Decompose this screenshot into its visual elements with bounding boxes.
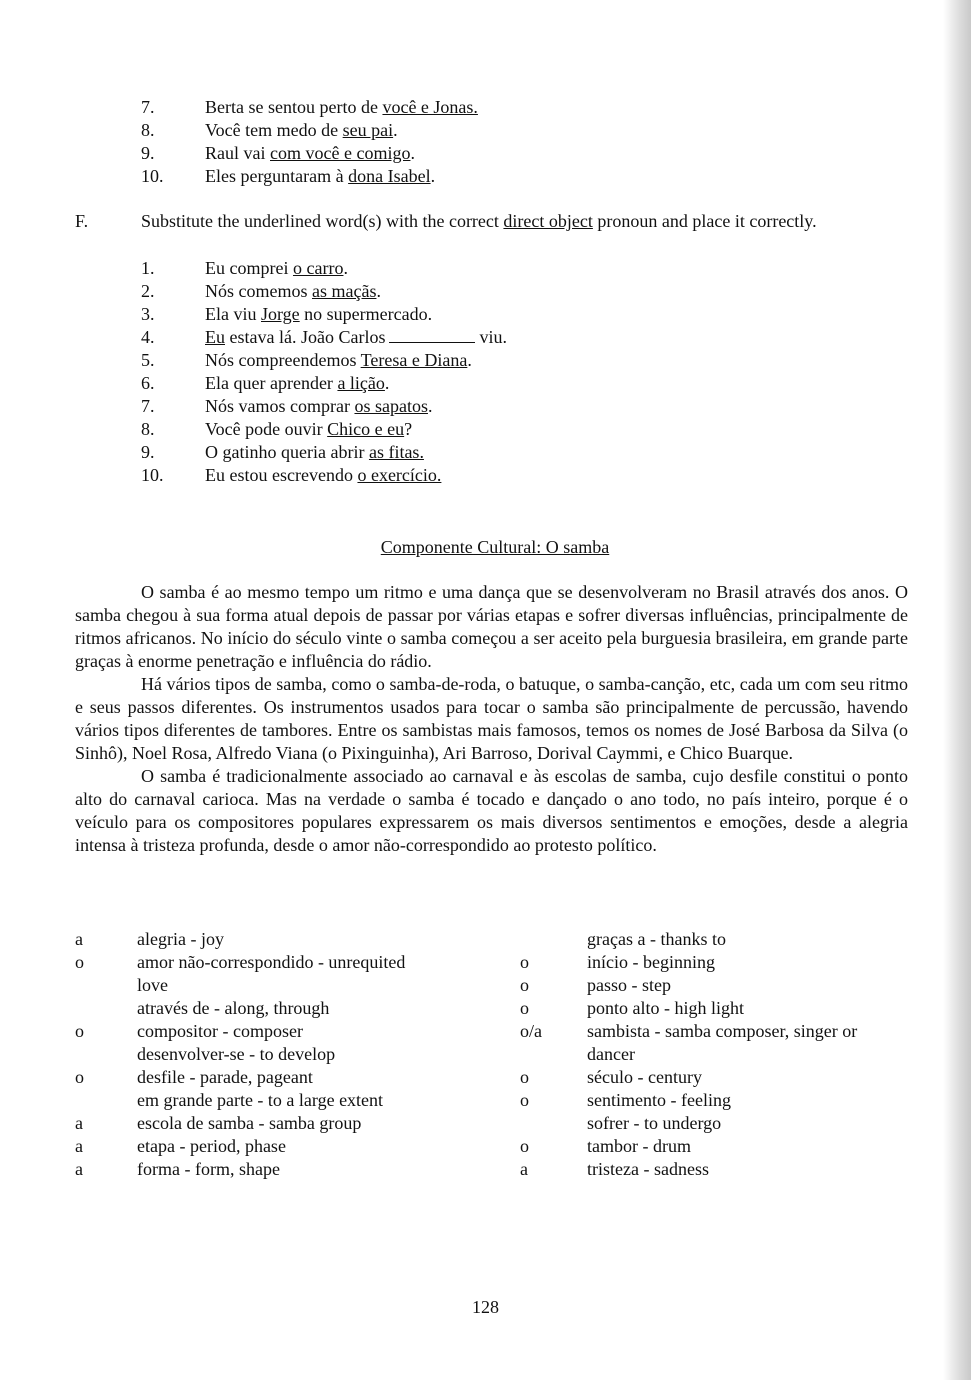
vocab-entry: o amor não-correspondido - unrequited xyxy=(75,952,406,972)
exercise-item: 10. Eles perguntaram à dona Isabel. xyxy=(141,166,436,186)
paragraph: O samba é ao mesmo tempo um ritmo e uma dança que se desenvolveram no Brasil através dos anos. O samba chegou à sua forma atual depois de passar por várias etapas e sofrer diversas influências, principalmente de ritmos africanos. No início do século vinte o samba começou a ser aceito pela burguesia brasileira, em grande parte graças à enorme penetração e influência do rádio. xyxy=(75,582,908,671)
vocab-entry: dancer xyxy=(587,1044,635,1064)
vocab-entry: a escola de samba - samba group xyxy=(75,1113,362,1133)
vocab-entry: o compositor - composer xyxy=(75,1021,303,1041)
vocab-entry: o tambor - drum xyxy=(520,1136,691,1156)
exercise-item: 7. Nós vamos comprar os sapatos. xyxy=(141,396,433,416)
exercise-label: F. xyxy=(75,211,89,231)
exercise-item: 6. Ela quer aprender a lição. xyxy=(141,373,390,393)
exercise-item: 8. Você tem medo de seu pai. xyxy=(141,120,398,140)
exercise-item: 9. Raul vai com você e comigo. xyxy=(141,143,415,163)
vocab-entry: a tristeza - sadness xyxy=(520,1159,709,1179)
vocab-entry: o sentimento - feeling xyxy=(520,1090,731,1110)
page-number: 128 xyxy=(472,1297,499,1317)
exercise-item: 4. Eu estava lá. João Carlos viu. xyxy=(141,327,507,347)
reading-passage xyxy=(75,581,908,857)
vocab-entry: o passo - step xyxy=(520,975,671,995)
exercise-item: 9. O gatinho queria abrir as fitas. xyxy=(141,442,424,462)
vocab-entry: a forma - form, shape xyxy=(75,1159,280,1179)
exercise-item: 2. Nós comemos as maçãs. xyxy=(141,281,381,301)
vocab-entry: em grande parte - to a large extent xyxy=(137,1090,384,1110)
paragraph: O samba é tradicionalmente associado ao carnaval e às escolas de samba, cujo desfile constitui o ponto alto do carnaval carioca. Mas na verdade o samba é tocado e dançado o ano todo, no país inteiro, porque é o veículo para os compositores populares expressarem os mais diversos sentimentos e emoções, desde a alegria intensa à tristeza profunda, desde o amor não-correspondido ao protesto político. xyxy=(75,766,908,855)
vocab-entry: o século - century xyxy=(520,1067,702,1087)
exercise-f-instruction: F. Substitute the underlined word(s) with the correct direct object pronoun and place it correctly. xyxy=(75,211,817,231)
vocab-entry: desenvolver-se - to develop xyxy=(137,1044,336,1064)
vocab-entry: a etapa - period, phase xyxy=(75,1136,286,1156)
exercise-item: 7. Berta se sentou perto de você e Jonas. xyxy=(141,97,478,117)
vocabulary-right-column xyxy=(520,928,920,1181)
exercise-e-list xyxy=(141,96,478,188)
exercise-item: 8. Você pode ouvir Chico e eu? xyxy=(141,419,413,439)
vocab-entry: através de - along, through xyxy=(137,998,330,1018)
vocab-entry: love xyxy=(137,975,168,995)
vocab-entry: o/a sambista - samba composer, singer or xyxy=(520,1021,858,1041)
vocab-entry: o desfile - parade, pageant xyxy=(75,1067,313,1087)
exercise-item: 3. Ela viu Jorge no supermercado. xyxy=(141,304,433,324)
exercise-item: 5. Nós compreendemos Teresa e Diana. xyxy=(141,350,472,370)
exercise-item: 10. Eu estou escrevendo o exercício. xyxy=(141,465,442,485)
exercise-item: 1. Eu comprei o carro. xyxy=(141,258,348,278)
vocabulary-left-column xyxy=(75,928,525,1181)
vocab-entry: o início - beginning xyxy=(520,952,715,972)
vocab-entry: graças a - thanks to xyxy=(587,929,726,949)
exercise-f-list xyxy=(141,257,507,487)
vocab-entry: o ponto alto - high light xyxy=(520,998,744,1018)
page-edge-shadow xyxy=(943,0,971,1380)
vocab-entry: a alegria - joy xyxy=(75,929,224,949)
section-heading: Componente Cultural: O samba xyxy=(380,537,610,557)
answer-blank[interactable] xyxy=(389,327,475,343)
vocab-entry: sofrer - to undergo xyxy=(587,1113,722,1133)
paragraph: Há vários tipos de samba, como o samba-de-roda, o batuque, o samba-canção, etc, cada um com seu ritmo e seus passos diferentes. Os instrumentos usados para tocar o samba são principalmente de percussão, havendo vários tipos diferentes de tambores. Entre os sambistas mais famosos, temos os nomes de José Barbosa da Silva (o Sinhô), Noel Rosa, Alfredo Viana (o Pixinguinha), Ari Barroso, Dorival Caymmi, e Chico Buarque. xyxy=(75,674,908,763)
